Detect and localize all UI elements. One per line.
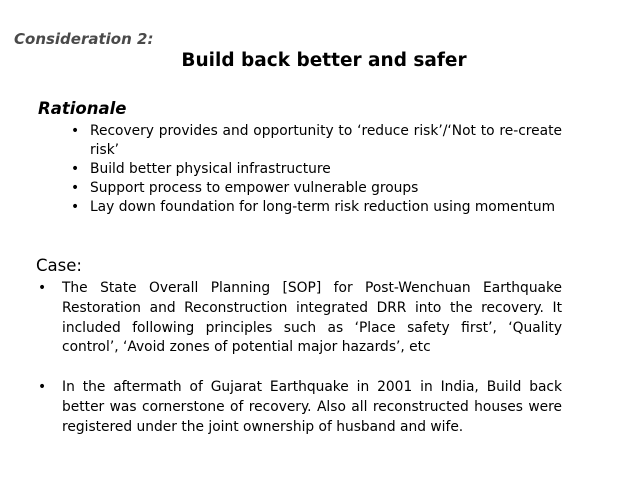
bullet-icon: • [71, 161, 80, 177]
rationale-item [71, 198, 562, 217]
rationale-item [71, 179, 562, 198]
case-heading: Case: [36, 256, 82, 275]
slide-title: Build back better and safer [181, 50, 467, 71]
bullet-icon: • [38, 280, 47, 296]
bullet-icon: • [71, 180, 80, 196]
case-item [38, 378, 562, 437]
bullet-icon: • [71, 199, 80, 215]
consideration-label: Consideration 2: [14, 30, 154, 48]
rationale-item [71, 160, 562, 179]
bullet-icon: • [71, 123, 80, 139]
rationale-item [71, 122, 562, 160]
case-item-text: In the aftermath of Gujarat Earthquake in 2001 in India, Build back better was cornerstone of recovery. Also all reconstructed houses were registered under the joint ownership of husband and wife. [62, 379, 562, 435]
rationale-item-text: Support process to empower vulnerable groups [90, 180, 419, 196]
case-list [38, 279, 562, 438]
bullet-icon: • [38, 379, 47, 396]
rationale-list [71, 122, 562, 217]
rationale-item-text: Recovery provides and opportunity to ‘reduce risk’/‘Not to re-create risk’ [90, 123, 562, 158]
case-item-text: The State Overall Planning [SOP] for Post-Wenchuan Earthquake Restoration and Reconstruction integrated DRR into the recovery. It included following principles such as ‘Place safety first’, ‘Quality control’, ‘Avoid zones of potential major hazards’, etc [62, 280, 562, 356]
rationale-item-text: Build better physical infrastructure [90, 161, 331, 177]
rationale-heading: Rationale [38, 99, 127, 118]
case-item [38, 279, 562, 358]
rationale-item-text: Lay down foundation for long-term risk reduction using momentum [90, 199, 556, 215]
